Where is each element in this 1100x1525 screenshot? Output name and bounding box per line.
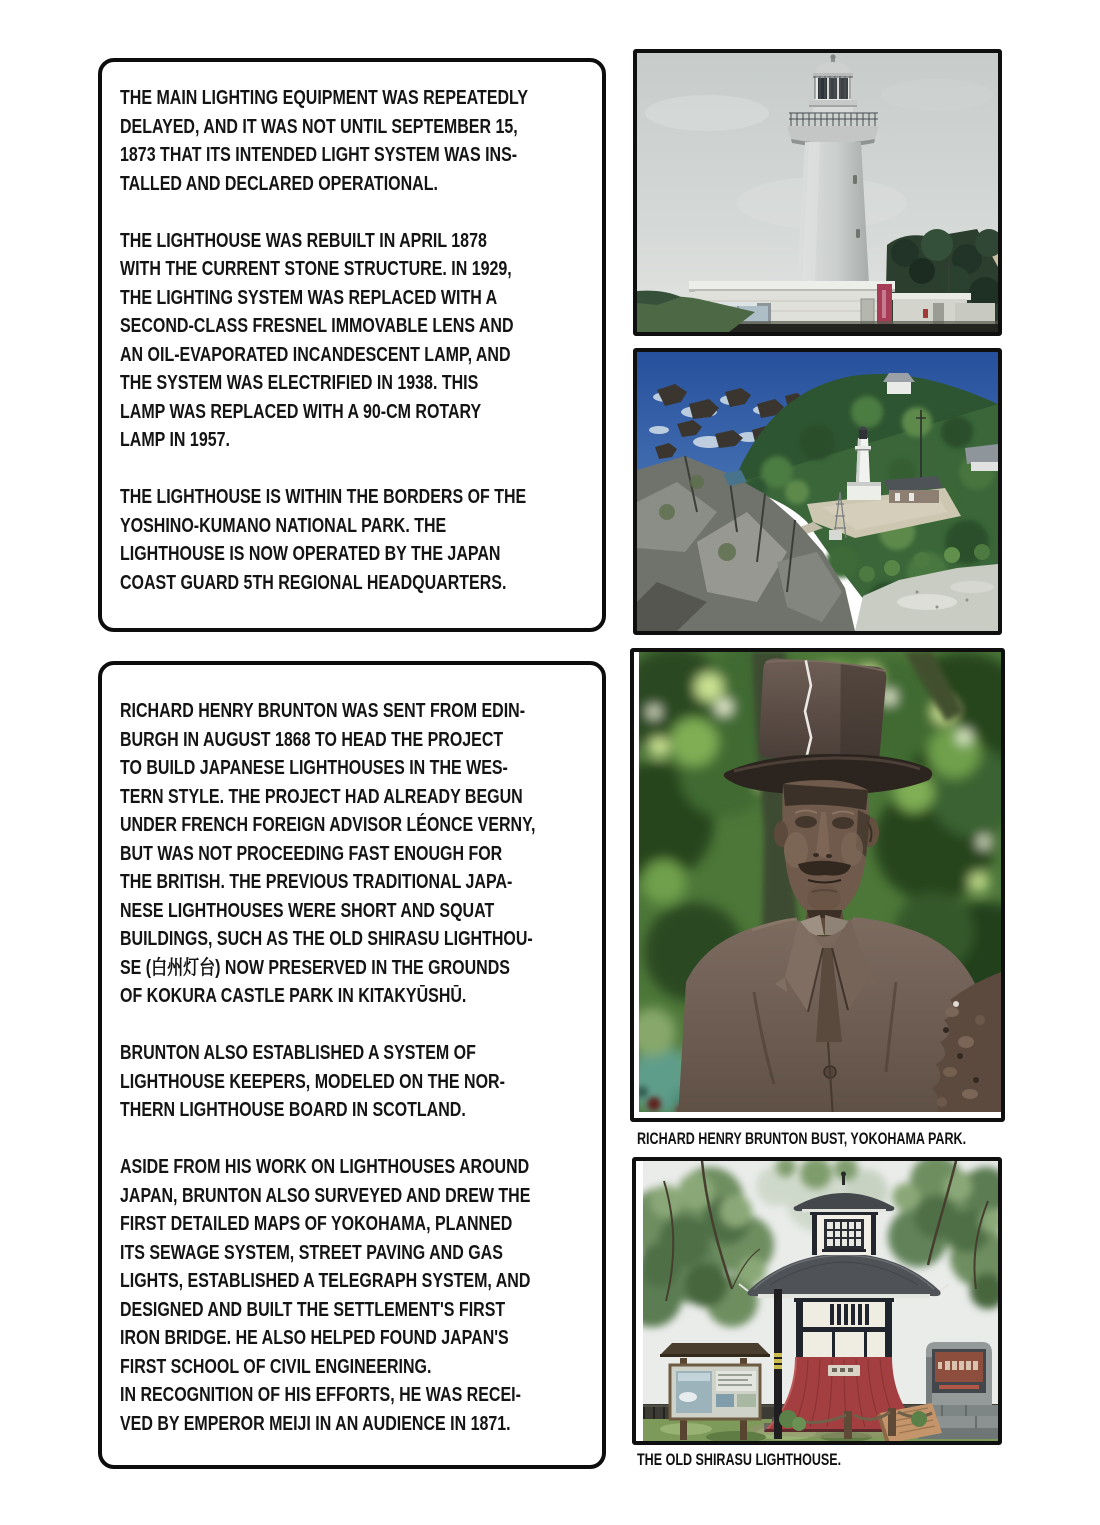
text-line: BUILDINGS, SUCH AS THE OLD SHIRASU LIGHTHOU- (120, 928, 533, 950)
text-line: THE LIGHTHOUSE IS WITHIN THE BORDERS OF THE (120, 486, 527, 508)
text-line: TERN STYLE. THE PROJECT HAD ALREADY BEGUN (120, 785, 523, 808)
text-line: LIGHTHOUSE KEEPERS, MODELED ON THE NOR- (120, 1070, 505, 1093)
text-line: DELAYED, AND IT WAS NOT UNTIL SEPTEMBER 15, (120, 115, 518, 138)
text-line: OF KOKURA CASTLE PARK IN KITAKYŪSHŪ. (120, 985, 467, 1007)
text-line: THE BRITISH. THE PREVIOUS TRADITIONAL JAPA- (120, 871, 513, 893)
text-line: WITH THE CURRENT STONE STRUCTURE. IN 1929, (120, 258, 512, 280)
text-line: IN RECOGNITION OF HIS EFFORTS, HE WAS RECEI- (120, 1384, 521, 1406)
text-line: THE LIGHTHOUSE WAS REBUILT IN APRIL 1878 (120, 229, 487, 252)
text-line: SE (白州灯台) NOW PRESERVED IN THE GROUNDS (120, 956, 510, 979)
photo-brunton-bust (630, 648, 1005, 1122)
text-line: UNDER FRENCH FOREIGN ADVISOR LÉONCE VERNY, (120, 814, 536, 836)
paragraph (120, 227, 586, 455)
top-hat (758, 658, 887, 764)
photo-shionomisaki-lighthouse-aerial (633, 348, 1002, 635)
speech-box-lighthouse-history (98, 58, 606, 632)
paragraph (120, 697, 586, 1011)
text-line: SECOND-CLASS FRESNEL IMMOVABLE LENS AND (120, 315, 514, 337)
text-line: IRON BRIDGE. HE ALSO HELPED FOUND JAPAN'S (120, 1327, 509, 1349)
text-line: BURGH IN AUGUST 1868 TO HEAD THE PROJECT (120, 728, 504, 751)
text-line: ITS SEWAGE SYSTEM, STREET PAVING AND GAS (120, 1241, 503, 1264)
text-line: VED BY EMPEROR MEIJI IN AN AUDIENCE IN 1871. (120, 1412, 511, 1435)
text-line: THE MAIN LIGHTING EQUIPMENT WAS REPEATEDLY (120, 87, 529, 109)
text-line: ASIDE FROM HIS WORK ON LIGHTHOUSES AROUND (120, 1156, 530, 1178)
text-line: 1873 THAT ITS INTENDED LIGHT SYSTEM WAS INS- (120, 144, 518, 166)
caption-brunton-bust: RICHARD HENRY BRUNTON BUST, YOKOHAMA PARK. (637, 1130, 967, 1148)
text-line: BRUNTON ALSO ESTABLISHED A SYSTEM OF (120, 1042, 476, 1064)
text-line: LAMP IN 1957. (120, 429, 230, 451)
text-line: LIGHTS, ESTABLISHED A TELEGRAPH SYSTEM, AND (120, 1270, 531, 1292)
text-line: NESE LIGHTHOUSES WERE SHORT AND SQUAT (120, 899, 495, 922)
text-line: LAMP WAS REPLACED WITH A 90-CM ROTARY (120, 400, 482, 423)
text-line: YOSHINO-KUMANO NATIONAL PARK. THE (120, 514, 447, 537)
text-line: JAPAN, BRUNTON ALSO SURVEYED AND DREW THE (120, 1184, 531, 1207)
paragraph (120, 1153, 586, 1438)
aerial-photo-graphic (637, 352, 998, 631)
text-line: DESIGNED AND BUILT THE SETTLEMENT'S FIRST (120, 1298, 506, 1321)
photo-shionomisaki-lighthouse-ground (633, 49, 1002, 336)
text-line: RICHARD HENRY BRUNTON WAS SENT FROM EDIN- (120, 700, 526, 722)
text-line: TALLED AND DECLARED OPERATIONAL. (120, 172, 438, 195)
text-line: THERN LIGHTHOUSE BOARD IN SCOTLAND. (120, 1099, 466, 1121)
lighthouse-photo-graphic (637, 53, 998, 332)
text-line: TO BUILD JAPANESE LIGHTHOUSES IN THE WES- (120, 757, 508, 779)
paragraph (120, 483, 586, 597)
text-line: FIRST DETAILED MAPS OF YOKOHAMA, PLANNED (120, 1213, 513, 1235)
caption-shirasu-lighthouse: THE OLD SHIRASU LIGHTHOUSE. (637, 1451, 842, 1469)
paragraph (120, 1039, 586, 1125)
text-line: AN OIL-EVAPORATED INCANDESCENT LAMP, AND (120, 343, 511, 366)
text-line: COAST GUARD 5TH REGIONAL HEADQUARTERS. (120, 571, 507, 594)
speech-box-brunton-biography (98, 661, 606, 1469)
text-line: LIGHTHOUSE IS NOW OPERATED BY THE JAPAN (120, 543, 501, 565)
text-line: FIRST SCHOOL OF CIVIL ENGINEERING. (120, 1355, 432, 1378)
text-line: THE LIGHTING SYSTEM WAS REPLACED WITH A (120, 286, 498, 309)
text-line: THE SYSTEM WAS ELECTRIFIED IN 1938. THIS (120, 372, 479, 394)
paragraph (120, 84, 586, 198)
text-line: BUT WAS NOT PROCEEDING FAST ENOUGH FOR (120, 842, 503, 865)
shirasu-photo-graphic (636, 1161, 998, 1441)
photo-old-shirasu-lighthouse (632, 1157, 1002, 1445)
bust-photo-graphic (634, 652, 1001, 1118)
